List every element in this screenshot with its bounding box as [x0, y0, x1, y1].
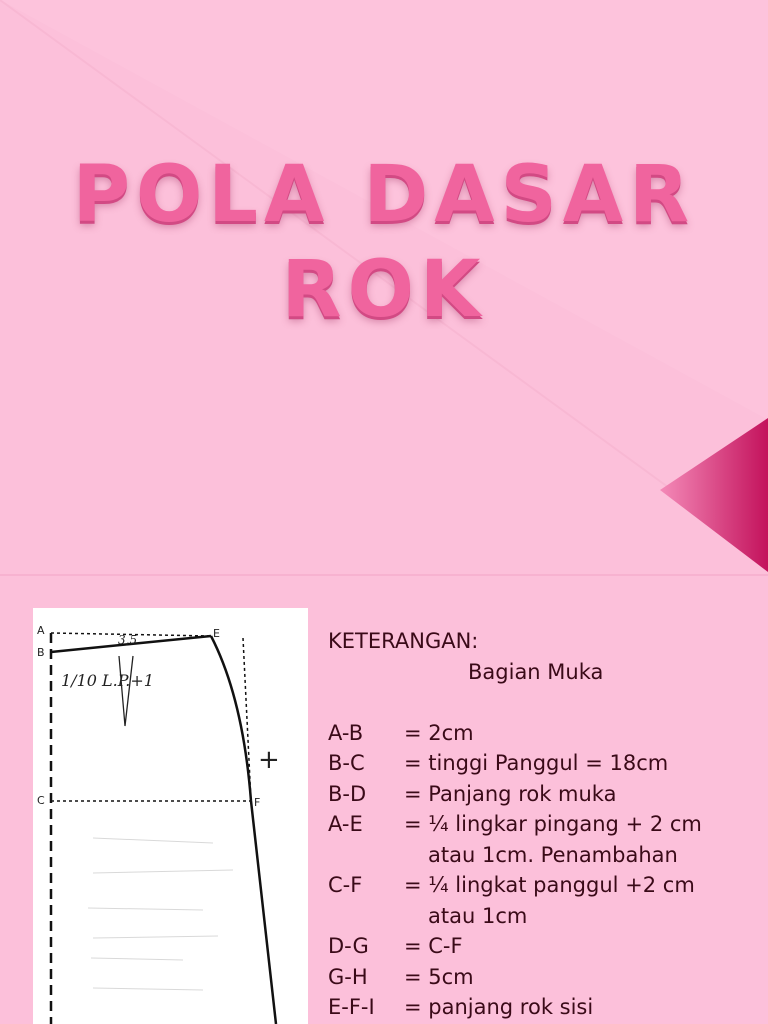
note-value: = panjang rok sisi: [404, 995, 594, 1019]
note-row: [328, 931, 758, 962]
note-row: [328, 809, 758, 840]
point-label-c: C: [37, 794, 45, 807]
note-continuation: atau 1cm. Penambahan: [428, 842, 678, 867]
note-key: G-H: [328, 964, 368, 989]
note-key: D-G: [328, 934, 369, 958]
note-key: A-E: [328, 812, 363, 836]
note-value: = C-F: [404, 934, 463, 958]
point-label-e: E: [213, 627, 220, 640]
note-row: [328, 748, 758, 779]
note-row: [328, 962, 758, 993]
skirt-pattern-diagram: [33, 608, 308, 1024]
note-row: [328, 718, 758, 749]
spacer: [328, 687, 758, 718]
note-value: = 5cm: [404, 964, 474, 989]
note-value: = Panjang rok muka: [404, 781, 617, 806]
note-value: = 2cm: [404, 720, 474, 745]
point-label-b: B: [37, 646, 45, 659]
note-row: [328, 992, 758, 1023]
svg-text:3,5: 3,5: [118, 633, 138, 647]
title-line-1: POLA DASAR: [72, 150, 696, 240]
note-key: C-F: [328, 873, 363, 897]
note-value: = tinggi Panggul = 18cm: [404, 751, 669, 775]
notes-subheading: Bagian Muka: [468, 659, 604, 684]
note-key: A-B: [328, 720, 364, 745]
note-value: = ¼ lingkat panggul +2 cm: [404, 873, 695, 897]
svg-text:+: +: [258, 745, 280, 775]
notes-heading: KETERANGAN:: [328, 629, 479, 653]
note-key: B-D: [328, 781, 367, 806]
point-label-a: A: [37, 624, 45, 637]
point-label-f: F: [254, 796, 261, 809]
note-key: B-C: [328, 751, 365, 775]
note-row: [328, 779, 758, 810]
note-value: = ¼ lingkar pingang + 2 cm: [404, 812, 702, 836]
svg-text:1/10 L.P.+1: 1/10 L.P.+1: [61, 671, 154, 690]
title-line-2: ROK: [281, 245, 487, 335]
note-row: [328, 870, 758, 901]
notes-panel: [328, 626, 758, 1023]
accent-triangle: [660, 418, 768, 572]
note-key: E-F-I: [328, 995, 375, 1019]
note-continuation: atau 1cm: [428, 903, 528, 928]
